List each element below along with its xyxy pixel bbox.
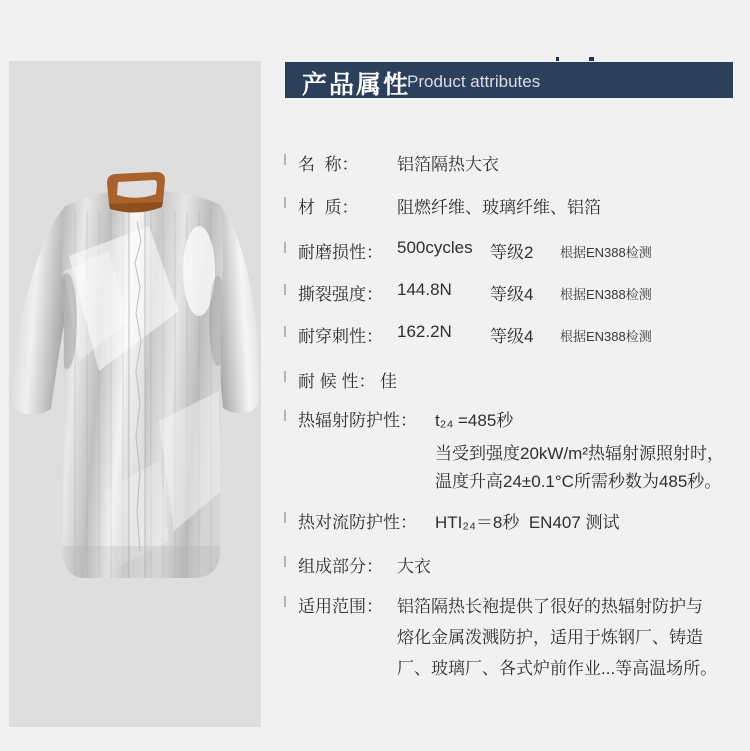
attribute-list — [283, 0, 750, 751]
attr-label: 材 质： — [298, 198, 359, 217]
attr-value: HTI₂₄＝8秒 EN407 测试 — [435, 513, 620, 532]
coat-collar — [107, 172, 165, 213]
attr-row-material — [283, 193, 750, 217]
section-title-en: Product attributes — [407, 72, 541, 91]
attr-value: 铝箔隔热大衣 — [397, 155, 499, 174]
row-marker — [284, 371, 286, 382]
attr-label: 热辐射防护性： — [298, 411, 417, 430]
attr-grade: 等级4 — [490, 285, 534, 304]
aluminum-coat-image — [9, 61, 261, 727]
attr-value: t₂₄ =485秒 — [435, 411, 514, 430]
attr-value: 144.8N — [397, 280, 452, 299]
attr-value-line3: 厂、玻璃厂、各式炉前作业...等高温场所。 — [397, 659, 718, 678]
attr-value-line3: 温度升高24±0.1°C所需秒数为485秒。 — [435, 472, 722, 491]
attr-test-note: 根据EN388检测 — [560, 287, 652, 302]
attr-grade: 等级2 — [490, 243, 534, 262]
coat-left-sleeve — [12, 206, 67, 414]
attr-row-tear — [283, 280, 750, 304]
row-marker — [284, 326, 286, 337]
attr-value: 162.2N — [397, 322, 452, 341]
attr-value: 佳 — [380, 372, 397, 391]
row-marker — [284, 197, 286, 208]
row-marker — [284, 410, 286, 421]
attr-row-heat-radiation — [283, 406, 750, 496]
attr-value: 500cycles — [397, 238, 473, 257]
row-marker — [284, 596, 286, 607]
attr-label: 热对流防护性： — [298, 513, 417, 532]
attr-row-components — [283, 552, 750, 576]
attr-row-weather — [283, 367, 750, 391]
attr-label: 适用范围： — [298, 597, 383, 616]
attr-value-line2: 当受到强度20kW/m²热辐射源照射时， — [435, 444, 724, 463]
attr-label: 撕裂强度： — [298, 285, 383, 304]
attr-row-applications — [283, 592, 750, 687]
product-photo-panel — [9, 61, 261, 727]
attr-row-heat-convection — [283, 508, 750, 532]
attr-value: 铝箔隔热长袍提供了很好的热辐射防护与 — [397, 597, 703, 616]
attr-label: 名 称： — [298, 155, 359, 174]
row-marker — [284, 154, 286, 165]
attr-test-note: 根据EN388检测 — [560, 329, 652, 344]
attr-grade: 等级4 — [490, 327, 534, 346]
attr-row-name — [283, 150, 750, 174]
row-marker — [284, 242, 286, 253]
row-marker — [284, 512, 286, 523]
attr-value: 大衣 — [397, 557, 431, 576]
attr-label: 组成部分： — [298, 557, 383, 576]
attr-label: 耐 候 性： — [298, 372, 376, 391]
attr-value: 阻燃纤维、玻璃纤维、铝箔 — [397, 198, 601, 217]
section-title-zh: 产品属性 — [302, 71, 411, 99]
attr-row-abrasion — [283, 238, 750, 262]
attr-label: 耐磨损性： — [298, 243, 383, 262]
attr-value-line2: 熔化金属泼溅防护，适用于炼钢厂、铸造 — [397, 628, 703, 647]
row-marker — [284, 556, 286, 567]
attr-test-note: 根据EN388检测 — [560, 245, 652, 260]
attr-label: 耐穿刺性： — [298, 327, 383, 346]
attr-row-puncture — [283, 322, 750, 346]
row-marker — [284, 284, 286, 295]
